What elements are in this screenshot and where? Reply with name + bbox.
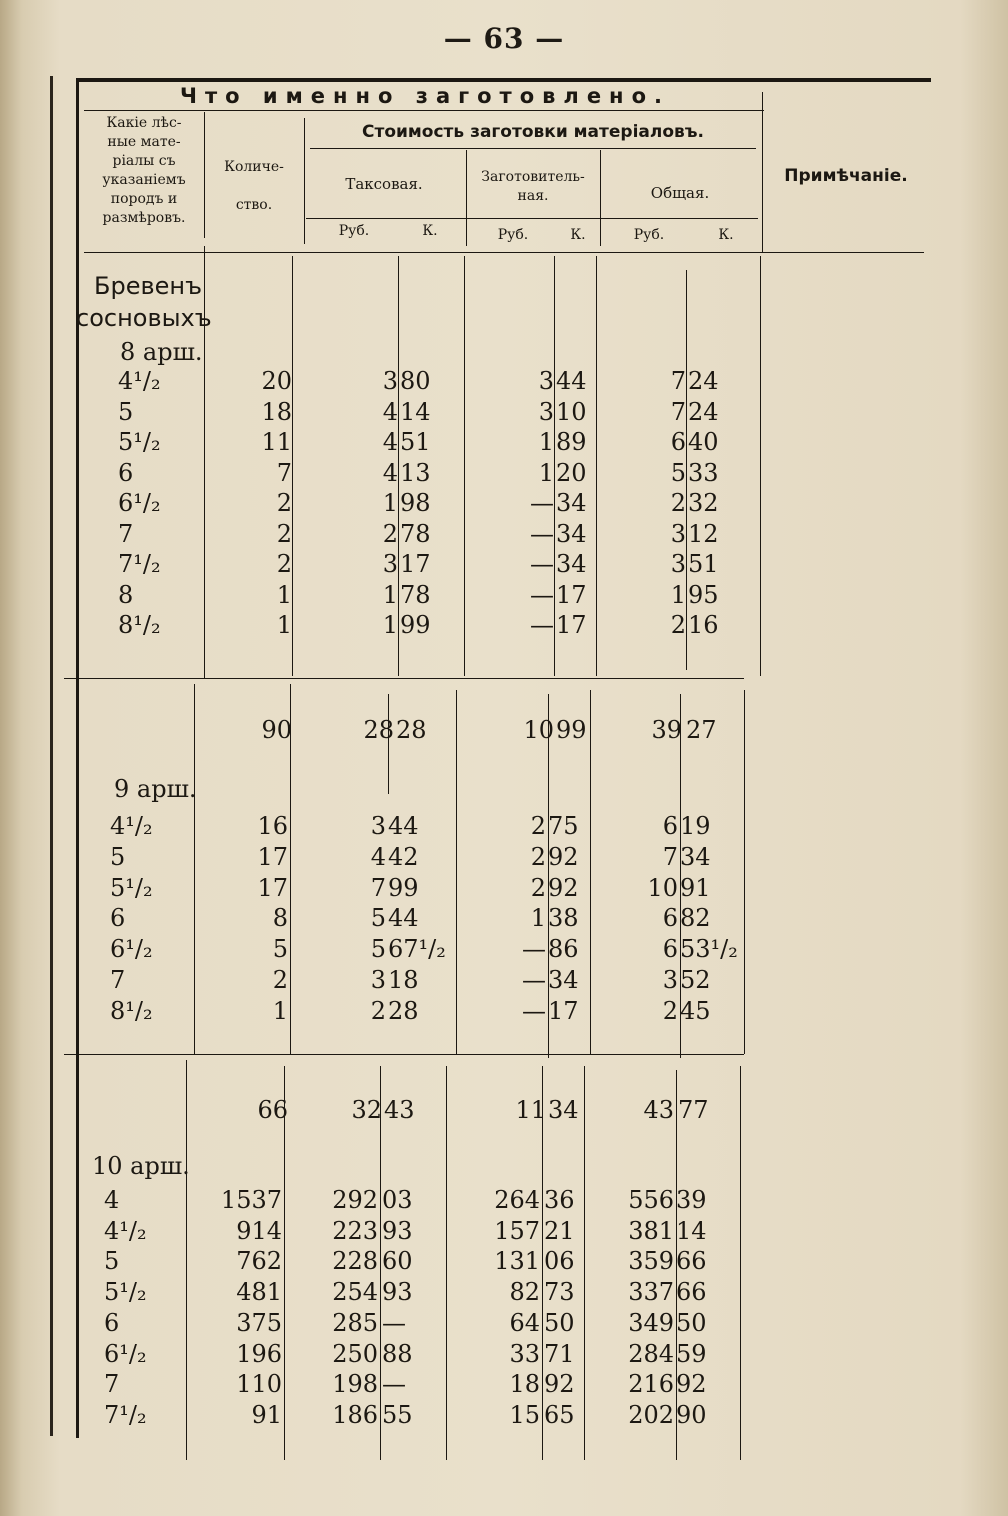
total-kop-cell: 92 <box>676 1370 707 1399</box>
table-row <box>0 489 1008 519</box>
size-cell: 6¹/₂ <box>118 489 161 517</box>
subheader-rule <box>306 218 758 219</box>
quantity-cell: 20 <box>261 367 292 395</box>
total-kop-cell: 33 <box>688 458 719 487</box>
prep-kop-cell: 44 <box>556 367 587 395</box>
quantity-cell: 91 <box>251 1400 282 1429</box>
total-kop-cell: 40 <box>688 428 719 456</box>
total-kop-cell: 16 <box>688 611 719 639</box>
header-tax-rub: Руб. <box>338 223 370 239</box>
tax-kop-cell: 13 <box>400 458 431 487</box>
prep-rub-cell: 1 <box>538 428 554 456</box>
total-rub-cell: 6 <box>662 904 678 933</box>
tax-kop-cell: 60 <box>382 1247 413 1276</box>
quantity-cell: 17 <box>257 873 288 902</box>
table-row <box>0 520 1008 550</box>
tax-kop-cell: 51 <box>400 428 431 456</box>
quantity-cell: 1 <box>276 611 292 639</box>
header-bottom-rule <box>84 252 924 253</box>
header-cost-total: Общая. <box>650 184 710 202</box>
prep-kop-cell: 17 <box>556 580 587 609</box>
header-cost-title: Стоимость заготовки матеріаловъ. <box>361 122 704 142</box>
quantity-cell: 7 <box>276 458 292 487</box>
tax-kop-cell: 28 <box>388 996 419 1025</box>
prep-kop-cell: 10 <box>556 397 587 426</box>
total-kop-cell: 52 <box>680 966 711 994</box>
size-cell: 7¹/₂ <box>104 1400 147 1429</box>
tax-kop-cell: 14 <box>400 397 431 426</box>
tax-rub-cell: 285 <box>332 1308 378 1337</box>
tax-rub-cell: 4 <box>370 842 386 871</box>
quantity-cell: 16 <box>257 812 288 840</box>
total-kop-cell: 24 <box>688 367 719 395</box>
section1-rule <box>64 678 744 679</box>
prep-kop-cell: 50 <box>544 1308 575 1337</box>
quantity-cell: 18 <box>261 397 292 426</box>
quantity-cell: 914 <box>236 1216 282 1245</box>
subtotal-total-rub: 43 <box>643 1096 674 1124</box>
total-kop-cell: 66 <box>676 1278 707 1307</box>
section-length-8: 8 арш. <box>120 338 203 366</box>
section-length-9: 9 арш. <box>114 775 197 803</box>
total-rub-cell: 7 <box>670 397 686 426</box>
tax-kop-cell: 98 <box>400 489 431 517</box>
size-cell: 4¹/₂ <box>104 1216 147 1245</box>
table-row <box>0 611 1008 641</box>
quantity-cell: 481 <box>236 1278 282 1307</box>
prep-rub-cell: 264 <box>494 1186 540 1214</box>
size-cell: 5¹/₂ <box>110 873 153 902</box>
total-kop-cell: 45 <box>680 996 711 1025</box>
tax-kop-cell: — <box>382 1370 406 1399</box>
tax-rub-cell: 3 <box>382 367 398 395</box>
total-kop-cell: 51 <box>688 550 719 578</box>
tax-kop-cell: 80 <box>400 367 431 395</box>
prep-kop-cell: 86 <box>548 935 579 964</box>
prep-rub-cell: — <box>530 611 554 639</box>
table-row <box>0 459 1008 489</box>
size-cell: 6 <box>118 458 134 487</box>
total-kop-cell: 32 <box>688 489 719 517</box>
total-rub-cell: 216 <box>628 1370 674 1399</box>
tax-kop-cell: 78 <box>400 519 431 548</box>
prep-rub-cell: 15 <box>509 1400 540 1429</box>
header-note: Примѣчаніе. <box>784 166 908 186</box>
prep-rub-cell: 33 <box>509 1339 540 1368</box>
table-row <box>0 1309 1008 1339</box>
total-rub-cell: 10 <box>647 873 678 902</box>
tax-rub-cell: 186 <box>332 1400 378 1429</box>
tax-kop-cell: 67¹/₂ <box>388 935 446 964</box>
prep-rub-cell: — <box>530 580 554 609</box>
section-title-line2: сосновыхъ <box>76 304 212 332</box>
total-kop-cell: 19 <box>680 812 711 840</box>
table-row <box>0 843 1008 873</box>
prep-kop-cell: 92 <box>548 842 579 871</box>
total-rub-cell: 349 <box>628 1308 674 1337</box>
cost-title-rule <box>310 148 756 149</box>
quantity-cell: 1537 <box>220 1186 282 1214</box>
subtotal-quantity: 66 <box>257 1096 288 1124</box>
prep-kop-cell: 17 <box>556 611 587 639</box>
total-rub-cell: 7 <box>662 842 678 871</box>
title-underline <box>84 110 764 111</box>
prep-rub-cell: 131 <box>494 1247 540 1276</box>
total-rub-cell: 5 <box>670 458 686 487</box>
tax-rub-cell: 7 <box>370 873 386 902</box>
subtotal-row <box>0 716 1008 746</box>
table-row <box>0 997 1008 1027</box>
tax-kop-cell: 03 <box>382 1186 413 1214</box>
table-row <box>0 935 1008 965</box>
hdr-vline-2 <box>304 118 305 244</box>
size-cell: 5¹/₂ <box>104 1278 147 1307</box>
hdr-vline-4 <box>600 150 601 246</box>
header-quantity: Количе- ство. <box>224 159 284 213</box>
header-prep-rub: Руб. <box>497 227 529 243</box>
prep-rub-cell: 1 <box>530 904 546 933</box>
quantity-cell: 762 <box>236 1247 282 1276</box>
prep-kop-cell: 71 <box>544 1339 575 1368</box>
hdr-vline-1 <box>204 112 205 238</box>
prep-kop-cell: 92 <box>544 1370 575 1399</box>
subtotal-prep-kop: 99 <box>556 716 587 744</box>
size-cell: 8¹/₂ <box>110 996 153 1025</box>
prep-kop-cell: 20 <box>556 458 587 487</box>
table-row <box>0 1217 1008 1247</box>
page-number: — 63 — <box>443 22 565 55</box>
prep-kop-cell: 73 <box>544 1278 575 1307</box>
subtotal-prep-kop: 34 <box>548 1096 579 1124</box>
prep-rub-cell: 157 <box>494 1216 540 1245</box>
quantity-cell: 196 <box>236 1339 282 1368</box>
table-row <box>0 398 1008 428</box>
table-row <box>0 1370 1008 1400</box>
total-kop-cell: 59 <box>676 1339 707 1368</box>
subtotal-tax-rub: 32 <box>351 1096 382 1124</box>
prep-kop-cell: 38 <box>548 904 579 933</box>
tax-rub-cell: 5 <box>370 935 386 964</box>
tax-kop-cell: 93 <box>382 1278 413 1307</box>
prep-rub-cell: 82 <box>509 1278 540 1307</box>
tax-kop-cell: 44 <box>388 812 419 840</box>
size-cell: 4¹/₂ <box>118 367 161 395</box>
total-kop-cell: 66 <box>676 1247 707 1276</box>
prep-kop-cell: 34 <box>556 489 587 517</box>
section-title-line1: Бревенъ <box>94 272 203 300</box>
prep-rub-cell: 3 <box>538 367 554 395</box>
prep-rub-cell: — <box>530 550 554 578</box>
prep-kop-cell: 89 <box>556 428 587 456</box>
total-rub-cell: 6 <box>670 428 686 456</box>
hdr-vline-5 <box>762 92 763 252</box>
total-kop-cell: 53¹/₂ <box>680 935 738 964</box>
subtotal-prep-rub: 11 <box>515 1096 546 1124</box>
total-kop-cell: 39 <box>676 1186 707 1214</box>
total-rub-cell: 2 <box>670 489 686 517</box>
tax-kop-cell: 18 <box>388 966 419 994</box>
table-title: Что именно заготовлено. <box>180 84 670 108</box>
prep-rub-cell: 1 <box>538 458 554 487</box>
prep-kop-cell: 65 <box>544 1400 575 1429</box>
header-cost-tax: Таксовая. <box>345 175 423 193</box>
prep-kop-cell: 17 <box>548 996 579 1025</box>
total-rub-cell: 7 <box>670 367 686 395</box>
prep-kop-cell: 75 <box>548 812 579 840</box>
tax-rub-cell: 292 <box>332 1186 378 1214</box>
size-cell: 6¹/₂ <box>110 935 153 964</box>
size-cell: 7 <box>118 519 134 548</box>
size-cell: 6 <box>110 904 126 933</box>
prep-rub-cell: — <box>530 489 554 517</box>
quantity-cell: 110 <box>236 1370 282 1399</box>
table-row <box>0 1340 1008 1370</box>
header-total-kop: К. <box>718 227 734 243</box>
quantity-cell: 2 <box>276 489 292 517</box>
total-rub-cell: 381 <box>628 1216 674 1245</box>
quantity-cell: 8 <box>272 904 288 933</box>
prep-rub-cell: 2 <box>530 873 546 902</box>
header-total-rub: Руб. <box>633 227 665 243</box>
size-cell: 7 <box>104 1370 120 1399</box>
tax-kop-cell: — <box>382 1308 406 1337</box>
subtotal-row <box>0 1096 1008 1126</box>
tax-rub-cell: 3 <box>370 812 386 840</box>
total-rub-cell: 284 <box>628 1339 674 1368</box>
size-cell: 6 <box>104 1308 120 1337</box>
prep-kop-cell: 36 <box>544 1186 575 1214</box>
table-row <box>0 1401 1008 1431</box>
table-row <box>0 428 1008 458</box>
size-cell: 5¹/₂ <box>118 428 161 456</box>
prep-kop-cell: 06 <box>544 1247 575 1276</box>
tax-kop-cell: 44 <box>388 904 419 933</box>
tax-rub-cell: 4 <box>382 428 398 456</box>
size-cell: 4 <box>104 1186 120 1214</box>
quantity-cell: 11 <box>261 428 292 456</box>
total-rub-cell: 3 <box>670 550 686 578</box>
quantity-cell: 1 <box>272 996 288 1025</box>
tax-rub-cell: 5 <box>370 904 386 933</box>
header-tax-kop: К. <box>422 223 438 239</box>
prep-rub-cell: 18 <box>509 1370 540 1399</box>
quantity-cell: 17 <box>257 842 288 871</box>
table-row <box>0 966 1008 996</box>
tax-rub-cell: 223 <box>332 1216 378 1245</box>
section2-rule <box>64 1054 744 1055</box>
prep-rub-cell: — <box>522 966 546 994</box>
tax-rub-cell: 2 <box>370 996 386 1025</box>
tax-kop-cell: 55 <box>382 1400 413 1429</box>
total-kop-cell: 82 <box>680 904 711 933</box>
prep-rub-cell: — <box>522 996 546 1025</box>
subtotal-total-kop: 27 <box>686 716 717 744</box>
subtotal-prep-rub: 10 <box>523 716 554 744</box>
total-kop-cell: 90 <box>676 1400 707 1429</box>
prep-rub-cell: — <box>522 935 546 964</box>
quantity-cell: 2 <box>276 550 292 578</box>
size-cell: 8¹/₂ <box>118 611 161 639</box>
prep-rub-cell: 64 <box>509 1308 540 1337</box>
tax-rub-cell: 3 <box>382 550 398 578</box>
total-rub-cell: 202 <box>628 1400 674 1429</box>
subtotal-total-rub: 39 <box>651 716 682 744</box>
tax-rub-cell: 254 <box>332 1278 378 1307</box>
prep-kop-cell: 34 <box>556 550 587 578</box>
subtotal-tax-kop: 43 <box>384 1096 415 1124</box>
table-row <box>0 1247 1008 1277</box>
size-cell: 7¹/₂ <box>118 550 161 578</box>
total-rub-cell: 2 <box>670 611 686 639</box>
tax-rub-cell: 250 <box>332 1339 378 1368</box>
table-row <box>0 367 1008 397</box>
table-row <box>0 550 1008 580</box>
prep-kop-cell: 92 <box>548 873 579 902</box>
prep-rub-cell: — <box>530 519 554 548</box>
tax-kop-cell: 93 <box>382 1216 413 1245</box>
table-row <box>0 812 1008 842</box>
size-cell: 5 <box>118 397 134 426</box>
prep-kop-cell: 34 <box>556 519 587 548</box>
tax-kop-cell: 99 <box>400 611 431 639</box>
quantity-cell: 2 <box>272 966 288 994</box>
tax-kop-cell: 17 <box>400 550 431 578</box>
tax-rub-cell: 1 <box>382 580 398 609</box>
subtotal-tax-kop: 28 <box>396 716 427 744</box>
tax-rub-cell: 228 <box>332 1247 378 1276</box>
tax-kop-cell: 88 <box>382 1339 413 1368</box>
table-row <box>0 874 1008 904</box>
table-row <box>0 581 1008 611</box>
table-row <box>0 1186 1008 1216</box>
prep-rub-cell: 2 <box>530 812 546 840</box>
header-cost-prep: Заготовитель- ная. <box>481 169 585 204</box>
size-cell: 8 <box>118 580 134 609</box>
total-rub-cell: 2 <box>662 996 678 1025</box>
tax-kop-cell: 78 <box>400 580 431 609</box>
quantity-cell: 375 <box>236 1308 282 1337</box>
tax-kop-cell: 99 <box>388 873 419 902</box>
quantity-cell: 1 <box>276 580 292 609</box>
total-kop-cell: 91 <box>680 873 711 902</box>
tax-rub-cell: 4 <box>382 397 398 426</box>
total-rub-cell: 359 <box>628 1247 674 1276</box>
tax-rub-cell: 3 <box>370 966 386 994</box>
hdr-vline-3 <box>466 150 467 246</box>
tax-rub-cell: 1 <box>382 489 398 517</box>
table-row <box>0 1278 1008 1308</box>
prep-rub-cell: 2 <box>530 842 546 871</box>
size-cell: 7 <box>110 966 126 994</box>
header-materials: Какіе лѣс- ные мате- ріалы съ указаніемъ породъ и размѣровъ. <box>102 115 186 226</box>
prep-kop-cell: 34 <box>548 966 579 994</box>
table-top-rule <box>76 78 931 82</box>
tax-kop-cell: 42 <box>388 842 419 871</box>
size-cell: 5 <box>104 1247 120 1276</box>
total-rub-cell: 3 <box>662 966 678 994</box>
total-rub-cell: 6 <box>662 935 678 964</box>
prep-rub-cell: 3 <box>538 397 554 426</box>
subtotal-tax-rub: 28 <box>363 716 394 744</box>
tax-rub-cell: 4 <box>382 458 398 487</box>
total-rub-cell: 6 <box>662 812 678 840</box>
total-kop-cell: 34 <box>680 842 711 871</box>
size-cell: 4¹/₂ <box>110 812 153 840</box>
total-rub-cell: 3 <box>670 519 686 548</box>
tax-rub-cell: 2 <box>382 519 398 548</box>
table-row <box>0 904 1008 934</box>
tax-rub-cell: 198 <box>332 1370 378 1399</box>
header-prep-kop: К. <box>570 227 586 243</box>
total-kop-cell: 24 <box>688 397 719 426</box>
size-cell: 5 <box>110 842 126 871</box>
total-kop-cell: 95 <box>688 580 719 609</box>
quantity-cell: 2 <box>276 519 292 548</box>
subtotal-total-kop: 77 <box>678 1096 709 1124</box>
total-kop-cell: 50 <box>676 1308 707 1337</box>
total-kop-cell: 12 <box>688 519 719 548</box>
total-rub-cell: 337 <box>628 1278 674 1307</box>
size-cell: 6¹/₂ <box>104 1339 147 1368</box>
section-length-10: 10 арш. <box>92 1152 190 1180</box>
total-rub-cell: 556 <box>628 1186 674 1214</box>
total-kop-cell: 14 <box>676 1216 707 1245</box>
quantity-cell: 5 <box>272 935 288 964</box>
subtotal-quantity: 90 <box>261 716 292 744</box>
total-rub-cell: 1 <box>670 580 686 609</box>
tax-rub-cell: 1 <box>382 611 398 639</box>
prep-kop-cell: 21 <box>544 1216 575 1245</box>
